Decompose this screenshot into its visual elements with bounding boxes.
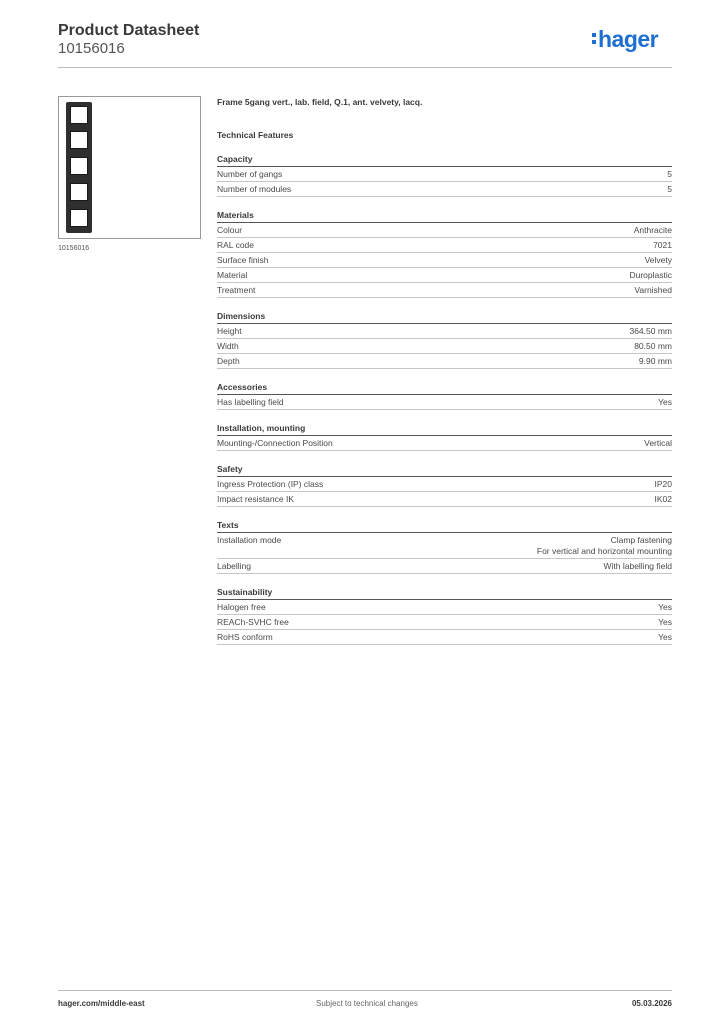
section-title: Sustainability xyxy=(217,586,672,600)
feature-value-text: Yes xyxy=(658,617,672,627)
product-id: 10156016 xyxy=(58,40,125,57)
section-title: Texts xyxy=(217,519,672,533)
feature-row xyxy=(217,238,672,253)
feature-value-text: 364.50 mm xyxy=(629,326,672,336)
feature-value xyxy=(644,438,672,449)
frame-icon xyxy=(66,102,92,233)
feature-row xyxy=(217,436,672,451)
header-divider xyxy=(58,67,672,68)
feature-row xyxy=(217,182,672,197)
footer-divider xyxy=(58,990,672,991)
feature-value xyxy=(634,341,672,352)
page-title: Product Datasheet xyxy=(58,22,200,39)
feature-row xyxy=(217,223,672,238)
feature-row xyxy=(217,630,672,645)
feature-label: Colour xyxy=(217,225,243,235)
feature-section xyxy=(217,586,672,645)
feature-section xyxy=(217,153,672,197)
feature-value-text: IK02 xyxy=(654,494,672,504)
feature-value-text: 5 xyxy=(667,169,672,179)
feature-value-text: Yes xyxy=(658,397,672,407)
feature-value xyxy=(658,632,672,643)
feature-label: Width xyxy=(217,341,239,351)
feature-value-text: Yes xyxy=(658,602,672,612)
frame-slot xyxy=(70,183,88,201)
section-title: Safety xyxy=(217,463,672,477)
feature-value xyxy=(603,561,672,572)
feature-section xyxy=(217,209,672,298)
feature-value-text: Velvety xyxy=(644,255,672,265)
feature-row xyxy=(217,559,672,574)
feature-sections xyxy=(217,153,672,645)
section-title: Accessories xyxy=(217,381,672,395)
feature-section xyxy=(217,519,672,574)
feature-value xyxy=(667,184,672,195)
logo-text: hager xyxy=(598,26,659,52)
feature-label: RoHS conform xyxy=(217,632,273,642)
feature-section xyxy=(217,310,672,369)
feature-label: Halogen free xyxy=(217,602,266,612)
feature-label: Height xyxy=(217,326,242,336)
feature-label: REACh-SVHC free xyxy=(217,617,289,627)
feature-value xyxy=(634,225,672,236)
feature-label: Number of gangs xyxy=(217,169,283,179)
footer-date: 05.03.2026 xyxy=(631,999,672,1008)
feature-value xyxy=(655,479,673,490)
feature-row xyxy=(217,533,672,559)
feature-value xyxy=(639,356,672,367)
feature-value xyxy=(629,326,672,337)
datasheet-content xyxy=(217,96,672,645)
feature-row xyxy=(217,339,672,354)
feature-row xyxy=(217,283,672,298)
section-title: Capacity xyxy=(217,153,672,167)
frame-slot xyxy=(70,209,88,227)
feature-value-text: 7021 xyxy=(653,240,672,250)
feature-label: Labelling xyxy=(217,561,252,571)
footer-website[interactable]: hager.com/middle-east xyxy=(58,999,145,1008)
feature-value-text: 5 xyxy=(667,184,672,194)
feature-value-text: Anthracite xyxy=(633,225,672,235)
feature-row xyxy=(217,167,672,182)
feature-row xyxy=(217,492,672,507)
footer-notice: Subject to technical changes xyxy=(316,999,418,1008)
feature-row xyxy=(217,615,672,630)
feature-label: Depth xyxy=(217,356,240,366)
feature-value-text: IP20 xyxy=(654,479,672,489)
product-image xyxy=(58,96,201,239)
feature-value-text: Yes xyxy=(658,632,672,642)
feature-row xyxy=(217,324,672,339)
frame-slot xyxy=(70,106,88,124)
feature-value-text: Clamp fastening xyxy=(610,535,672,545)
feature-label: Number of modules xyxy=(217,184,292,194)
feature-value xyxy=(655,494,673,505)
feature-label: Mounting-/Connection Position xyxy=(217,438,333,448)
feature-value xyxy=(634,285,672,296)
feature-row xyxy=(217,354,672,369)
feature-label: RAL code xyxy=(217,240,255,250)
feature-label: Ingress Protection (IP) class xyxy=(217,479,324,489)
feature-value-text: 80.50 mm xyxy=(634,341,672,351)
feature-label: Surface finish xyxy=(217,255,269,265)
feature-row xyxy=(217,395,672,410)
feature-section xyxy=(217,422,672,451)
feature-label: Has labelling field xyxy=(217,397,284,407)
image-caption: 10156016 xyxy=(58,245,90,252)
feature-value xyxy=(658,397,672,408)
frame-slot xyxy=(70,131,88,149)
feature-label: Treatment xyxy=(217,285,256,295)
feature-value-text: Duroplastic xyxy=(629,270,672,280)
feature-value-text: Varnished xyxy=(634,285,672,295)
feature-value-text: 9.90 mm xyxy=(638,356,672,366)
feature-value xyxy=(658,617,672,628)
section-title: Materials xyxy=(217,209,672,223)
feature-section xyxy=(217,381,672,410)
hager-logo xyxy=(592,28,658,51)
feature-value xyxy=(629,270,672,281)
feature-value-text: Vertical xyxy=(644,438,672,448)
feature-row xyxy=(217,253,672,268)
feature-label: Impact resistance IK xyxy=(217,494,295,504)
feature-label: Installation mode xyxy=(217,535,282,545)
feature-row xyxy=(217,600,672,615)
feature-value xyxy=(537,535,672,557)
feature-value xyxy=(667,169,672,180)
feature-value-text: With labelling field xyxy=(603,561,672,571)
feature-value xyxy=(658,602,672,613)
technical-features-heading: Technical Features xyxy=(217,130,294,140)
feature-row xyxy=(217,268,672,283)
feature-value-text: For vertical and horizontal mounting xyxy=(536,546,672,556)
frame-slot xyxy=(70,157,88,175)
section-title: Dimensions xyxy=(217,310,672,324)
feature-value xyxy=(653,240,672,251)
feature-label: Material xyxy=(217,270,248,280)
feature-section xyxy=(217,463,672,507)
logo-dots-icon xyxy=(592,31,596,45)
feature-row xyxy=(217,477,672,492)
section-title: Installation, mounting xyxy=(217,422,672,436)
feature-value xyxy=(645,255,672,266)
product-description: Frame 5gang vert., lab. field, Q.1, ant. velvety, lacq. xyxy=(217,97,423,107)
